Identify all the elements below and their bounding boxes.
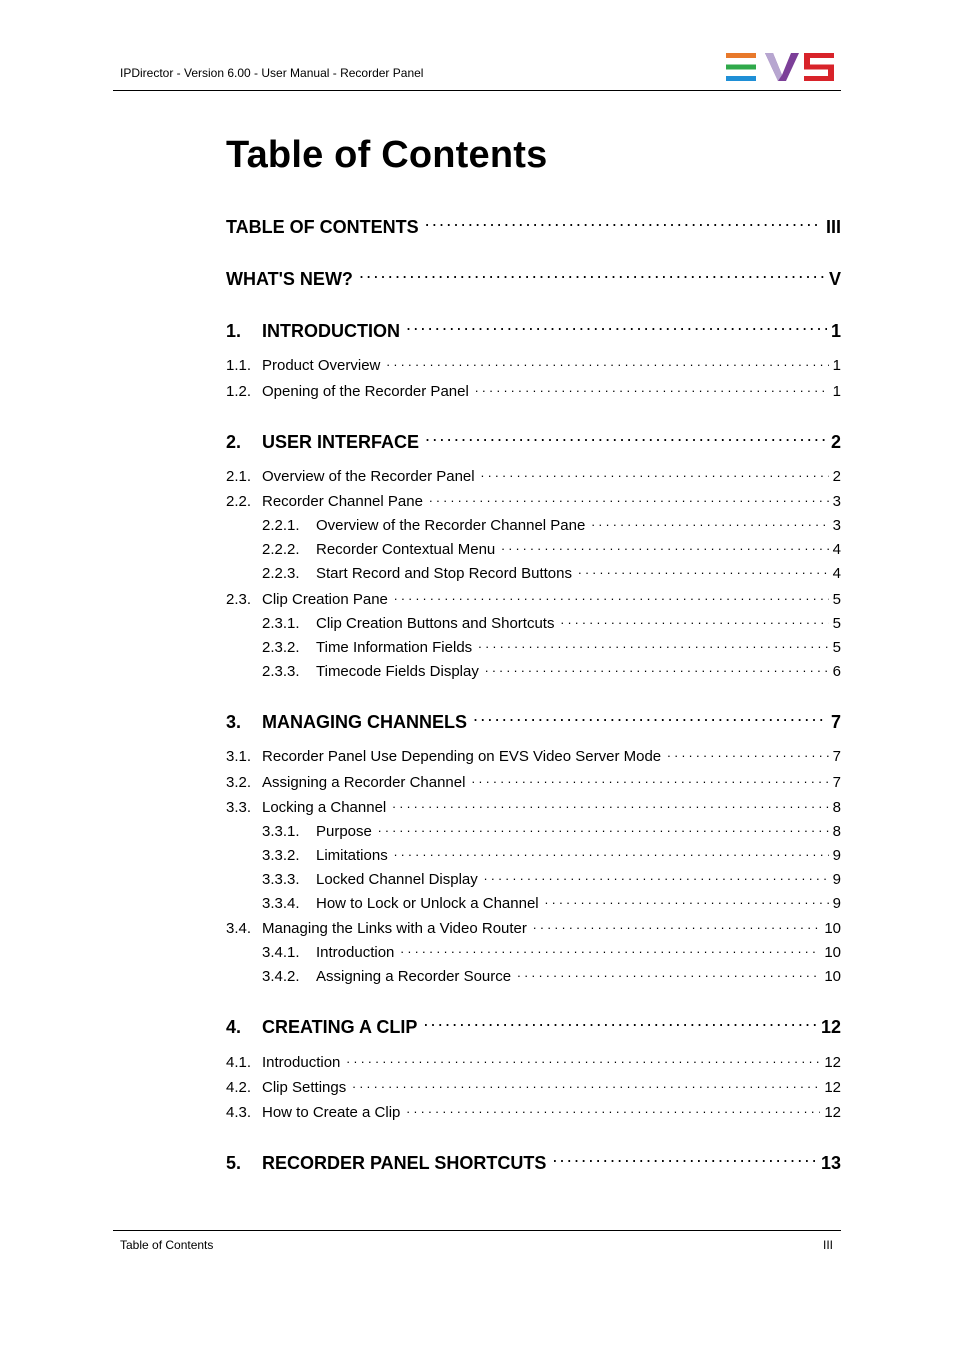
toc-dot-leader	[560, 613, 828, 628]
toc-subsection-entry[interactable]	[262, 637, 841, 656]
toc-entry-page: 2	[830, 432, 841, 452]
toc-entry-number: 2.3.2.	[262, 639, 300, 656]
toc-entry-title: Overview of the Recorder Channel Pane	[316, 517, 586, 534]
toc-entry-page: 5	[832, 591, 841, 608]
toc-entry-title: Clip Creation Buttons and Shortcuts	[316, 615, 555, 632]
toc-entry-page: 2	[832, 468, 841, 485]
toc-entry-page: 1	[832, 357, 841, 374]
toc-entry-number: 3.	[226, 712, 242, 732]
toc-entry-page: 1	[830, 321, 841, 341]
toc-entry-number: 3.4.	[226, 920, 252, 937]
page-title: Table of Contents	[226, 134, 548, 176]
toc-section-entry[interactable]	[226, 491, 841, 510]
toc-entry-number: 3.4.1.	[262, 944, 300, 961]
toc-entry-page: 9	[832, 895, 841, 912]
toc-entry-number: 3.2.	[226, 774, 252, 791]
toc-section-entry[interactable]	[226, 1102, 841, 1121]
toc-subsection-entry[interactable]	[262, 821, 841, 840]
toc-entry-page: 5	[832, 615, 841, 632]
toc-dot-leader	[406, 1102, 820, 1117]
toc-dot-leader	[423, 1015, 817, 1033]
toc-entry-page: 4	[832, 565, 841, 582]
toc-entry-number: 3.3.2.	[262, 847, 300, 864]
toc-subsection-entry[interactable]	[262, 845, 841, 864]
toc-entry-number: 2.2.1.	[262, 517, 300, 534]
toc-entry-page: 10	[824, 968, 841, 985]
toc-dot-leader	[406, 319, 827, 337]
header-rule	[113, 90, 841, 91]
toc-entry-number: 2.2.3.	[262, 565, 300, 582]
toc-entry-page: 7	[830, 712, 841, 732]
toc-dot-leader	[545, 893, 829, 908]
toc-entry-title: Assigning a Recorder Channel	[262, 774, 466, 791]
toc-entry-title: Start Record and Stop Record Buttons	[316, 565, 572, 582]
toc-entry-title: Introduction	[262, 1054, 341, 1071]
toc-dot-leader	[485, 661, 829, 676]
toc-entry-title: Locked Channel Display	[316, 871, 478, 888]
toc-entry-title: MANAGING CHANNELS	[262, 712, 467, 732]
toc-section-entry[interactable]	[226, 1052, 841, 1071]
toc-entry-number: 3.1.	[226, 748, 252, 765]
toc-entry-page: V	[828, 269, 841, 289]
running-header: IPDirector - Version 6.00 - User Manual - Recorder Panel	[120, 66, 424, 80]
toc-entry-number: 3.3.4.	[262, 895, 300, 912]
toc-entry-number: 2.1.	[226, 468, 252, 485]
toc-dot-leader	[501, 539, 828, 554]
toc-entry-title: Clip Settings	[262, 1079, 347, 1096]
footer-rule	[113, 1230, 841, 1231]
toc-chapter-entry[interactable]	[226, 430, 841, 453]
toc-entry-page: 10	[824, 920, 841, 937]
toc-entry-page: 8	[832, 799, 841, 816]
toc-dot-leader	[425, 430, 827, 448]
toc-chapter-entry[interactable]	[226, 710, 841, 733]
toc-entry-number: 4.	[226, 1017, 242, 1037]
toc-entry-number: 2.3.3.	[262, 663, 300, 680]
toc-chapter-entry[interactable]	[226, 267, 841, 290]
toc-dot-leader	[471, 772, 828, 787]
toc-dot-leader	[484, 869, 829, 884]
toc-entry-number: 3.3.1.	[262, 823, 300, 840]
toc-entry-title: INTRODUCTION	[262, 321, 400, 341]
toc-entry-title: Purpose	[316, 823, 372, 840]
toc-entry-page: 12	[824, 1104, 841, 1121]
toc-subsection-entry[interactable]	[262, 563, 841, 582]
toc-entry-page: 9	[832, 847, 841, 864]
toc-dot-leader	[473, 710, 827, 728]
toc-entry-page: 10	[824, 944, 841, 961]
toc-entry-title: Locking a Channel	[262, 799, 387, 816]
toc-entry-title: RECORDER PANEL SHORTCUTS	[262, 1153, 547, 1173]
toc-entry-number: 3.3.3.	[262, 871, 300, 888]
toc-entry-title: Recorder Panel Use Depending on EVS Video Server Mode	[262, 748, 662, 765]
toc-chapter-entry[interactable]	[226, 1151, 841, 1174]
toc-entry-page: 3	[832, 493, 841, 510]
toc-dot-leader	[352, 1077, 820, 1092]
toc-entry-title: Managing the Links with a Video Router	[262, 920, 527, 937]
toc-entry-number: 1.	[226, 321, 242, 341]
footer-page-number: III	[822, 1238, 833, 1252]
toc-entry-title: Introduction	[316, 944, 395, 961]
toc-dot-leader	[346, 1052, 820, 1067]
toc-dot-leader	[425, 215, 822, 233]
toc-subsection-entry[interactable]	[262, 515, 841, 534]
toc-dot-leader	[591, 515, 828, 530]
toc-entry-page: III	[825, 217, 841, 237]
toc-section-entry[interactable]	[226, 381, 841, 400]
toc-dot-leader	[517, 966, 820, 981]
toc-entry-page: 1	[832, 383, 841, 400]
toc-entry-title: Time Information Fields	[316, 639, 473, 656]
toc-entry-title: CREATING A CLIP	[262, 1017, 418, 1037]
toc-entry-page: 6	[832, 663, 841, 680]
toc-entry-page: 7	[832, 774, 841, 791]
toc-entry-page: 12	[824, 1054, 841, 1071]
toc-entry-number: 3.3.	[226, 799, 252, 816]
toc-subsection-entry[interactable]	[262, 613, 841, 632]
toc-entry-number: 4.2.	[226, 1079, 252, 1096]
toc-section-entry[interactable]	[226, 589, 841, 608]
toc-subsection-entry[interactable]	[262, 966, 841, 985]
toc-entry-title: How to Lock or Unlock a Channel	[316, 895, 539, 912]
toc-entry-title: USER INTERFACE	[262, 432, 420, 452]
toc-section-entry[interactable]	[226, 355, 841, 374]
toc-entry-page: 5	[832, 639, 841, 656]
toc-subsection-entry[interactable]	[262, 661, 841, 680]
toc-dot-leader	[429, 491, 829, 506]
toc-entry-number: 2.2.	[226, 493, 252, 510]
toc-entry-title: Limitations	[316, 847, 388, 864]
toc-section-entry[interactable]	[226, 797, 841, 816]
toc-dot-leader	[533, 918, 820, 933]
toc-entry-page: 3	[832, 517, 841, 534]
toc-subsection-entry[interactable]	[262, 893, 841, 912]
toc-entry-title: Assigning a Recorder Source	[316, 968, 512, 985]
toc-entry-title: Recorder Contextual Menu	[316, 541, 496, 558]
footer-section-title: Table of Contents	[120, 1238, 214, 1252]
toc-entry-page: 4	[832, 541, 841, 558]
toc-entry-number: 4.3.	[226, 1104, 252, 1121]
toc-chapter-entry[interactable]	[226, 215, 841, 238]
toc-entry-title: Opening of the Recorder Panel	[262, 383, 469, 400]
toc-entry-title: How to Create a Clip	[262, 1104, 401, 1121]
toc-subsection-entry[interactable]	[262, 942, 841, 961]
toc-entry-page: 9	[832, 871, 841, 888]
toc-entry-page: 12	[824, 1079, 841, 1096]
toc-entry-title: WHAT'S NEW?	[226, 269, 353, 289]
toc-entry-page: 12	[820, 1017, 841, 1037]
toc-dot-leader	[392, 797, 828, 812]
toc-dot-leader	[400, 942, 820, 957]
toc-entry-number: 3.4.2.	[262, 968, 300, 985]
toc-entry-title: Recorder Channel Pane	[262, 493, 423, 510]
toc-entry-page: 7	[832, 748, 841, 765]
toc-section-entry[interactable]	[226, 466, 841, 485]
toc-section-entry[interactable]	[226, 1077, 841, 1096]
toc-entry-number: 1.1.	[226, 357, 252, 374]
toc-entry-number: 1.2.	[226, 383, 252, 400]
toc-chapter-entry[interactable]	[226, 1015, 841, 1038]
toc-dot-leader	[478, 637, 828, 652]
toc-dot-leader	[359, 267, 825, 285]
evs-logo	[726, 53, 834, 81]
toc-entry-number: 2.3.	[226, 591, 252, 608]
toc-entry-title: Timecode Fields Display	[316, 663, 479, 680]
toc-entry-number: 2.2.2.	[262, 541, 300, 558]
toc-subsection-entry[interactable]	[262, 869, 841, 888]
toc-dot-leader	[378, 821, 829, 836]
toc-section-entry[interactable]	[226, 746, 841, 765]
toc-dot-leader	[394, 845, 829, 860]
toc-entry-title: Clip Creation Pane	[262, 591, 388, 608]
toc-entry-page: 13	[820, 1153, 841, 1173]
toc-chapter-entry[interactable]	[226, 319, 841, 342]
toc-entry-title: Overview of the Recorder Panel	[262, 468, 475, 485]
toc-dot-leader	[394, 589, 829, 604]
toc-dot-leader	[667, 746, 829, 761]
toc-entry-number: 2.3.1.	[262, 615, 300, 632]
toc-entry-page: 8	[832, 823, 841, 840]
toc-dot-leader	[552, 1151, 817, 1169]
toc-section-entry[interactable]	[226, 918, 841, 937]
toc-dot-leader	[386, 355, 828, 370]
toc-entry-number: 4.1.	[226, 1054, 252, 1071]
toc-entry-number: 2.	[226, 432, 242, 452]
toc-entry-title: Product Overview	[262, 357, 381, 374]
toc-dot-leader	[481, 466, 829, 481]
toc-entry-title: TABLE OF CONTENTS	[226, 217, 419, 237]
toc-dot-leader	[475, 381, 829, 396]
toc-section-entry[interactable]	[226, 772, 841, 791]
toc-dot-leader	[578, 563, 829, 578]
toc-entry-number: 5.	[226, 1153, 242, 1173]
toc-subsection-entry[interactable]	[262, 539, 841, 558]
